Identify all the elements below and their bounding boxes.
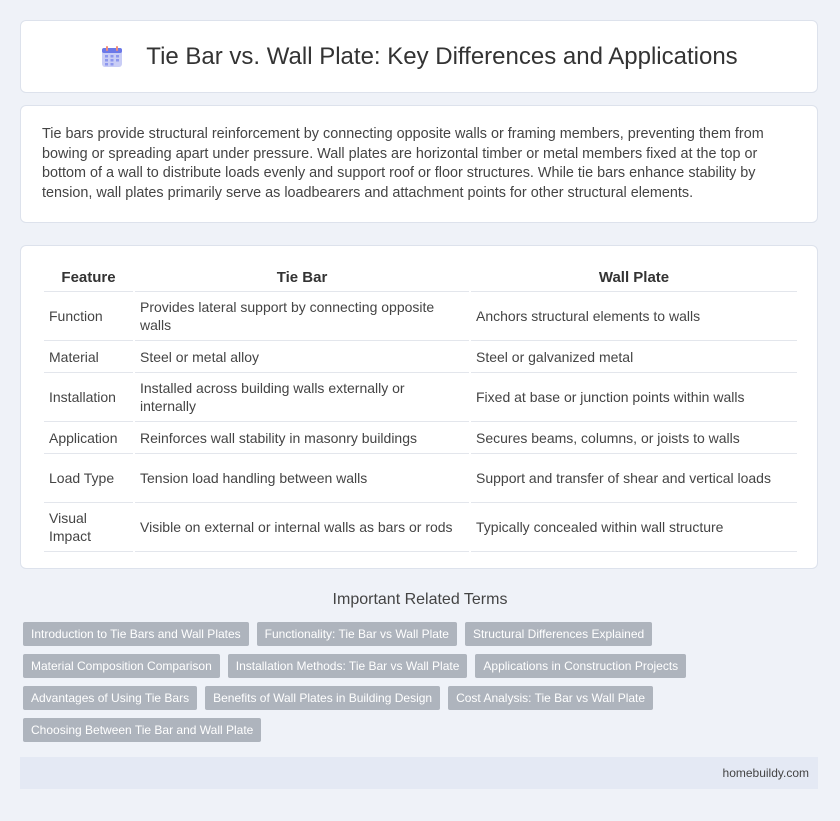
table-row [44,373,797,422]
wall-plate-cell: Support and transfer of shear and vertical loads [471,454,797,503]
table-row [44,422,797,454]
related-terms-list [23,622,813,750]
header-wall-plate: Wall Plate [471,263,797,292]
related-term-tag[interactable]: Introduction to Tie Bars and Wall Plates [23,622,249,646]
related-terms-heading: Important Related Terms [332,591,508,608]
table-row [44,341,797,373]
footer-site-link[interactable]: homebuildy.com [722,766,809,780]
table-row [44,292,797,341]
feature-cell: Function [44,292,133,341]
header-tie-bar: Tie Bar [135,263,469,292]
related-term-tag[interactable]: Functionality: Tie Bar vs Wall Plate [257,622,457,646]
tie-bar-cell: Steel or metal alloy [135,341,469,373]
related-term-tag[interactable]: Structural Differences Explained [465,622,652,646]
wall-plate-cell: Steel or galvanized metal [471,341,797,373]
wall-plate-cell: Anchors structural elements to walls [471,292,797,341]
comparison-card [20,245,818,569]
title-bar [21,21,817,92]
tie-bar-cell: Visible on external or internal walls as bars or rods [135,503,469,552]
tag-row [23,718,813,742]
feature-cell: Material [44,341,133,373]
table-header-row [44,263,797,292]
table-row [44,454,797,503]
related-term-tag[interactable]: Cost Analysis: Tie Bar vs Wall Plate [448,686,653,710]
header-feature: Feature [44,263,133,292]
wall-plate-cell: Typically concealed within wall structure [471,503,797,552]
feature-cell: Installation [44,373,133,422]
related-term-tag[interactable]: Installation Methods: Tie Bar vs Wall Plate [228,654,468,678]
tie-bar-cell: Tension load handling between walls [135,454,469,503]
feature-cell: Load Type [44,454,133,503]
calendar-icon [100,45,124,69]
feature-cell: Application [44,422,133,454]
footer [20,757,818,789]
related-term-tag[interactable]: Choosing Between Tie Bar and Wall Plate [23,718,261,742]
related-term-tag[interactable]: Material Composition Comparison [23,654,220,678]
comparison-table [42,263,799,552]
title-card [20,20,818,93]
intro-paragraph: Tie bars provide structural reinforcement by connecting opposite walls or framing members, preventing them from bowing or spreading apart under pressure. Wall plates are horizontal timber or metal members fixed at the top or bottom of a wall to distribute loads evenly and support roof or floor structures. While tie bars enhance stability by tension, wall plates primarily serve as loadbearers and attachment points for other structural elements. [42,126,764,201]
related-term-tag[interactable]: Benefits of Wall Plates in Building Design [205,686,440,710]
tie-bar-cell: Reinforces wall stability in masonry buildings [135,422,469,454]
tag-row [23,622,813,646]
tie-bar-cell: Provides lateral support by connecting opposite walls [135,292,469,341]
page-title: Tie Bar vs. Wall Plate: Key Differences and Applications [146,42,738,70]
tag-row [23,654,813,678]
wall-plate-cell: Fixed at base or junction points within walls [471,373,797,422]
related-term-tag[interactable]: Applications in Construction Projects [475,654,686,678]
table-row [44,503,797,552]
tie-bar-cell: Installed across building walls externally or internally [135,373,469,422]
intro-card [20,105,818,223]
feature-cell: Visual Impact [44,503,133,552]
related-term-tag[interactable]: Advantages of Using Tie Bars [23,686,197,710]
wall-plate-cell: Secures beams, columns, or joists to walls [471,422,797,454]
tag-row [23,686,813,710]
